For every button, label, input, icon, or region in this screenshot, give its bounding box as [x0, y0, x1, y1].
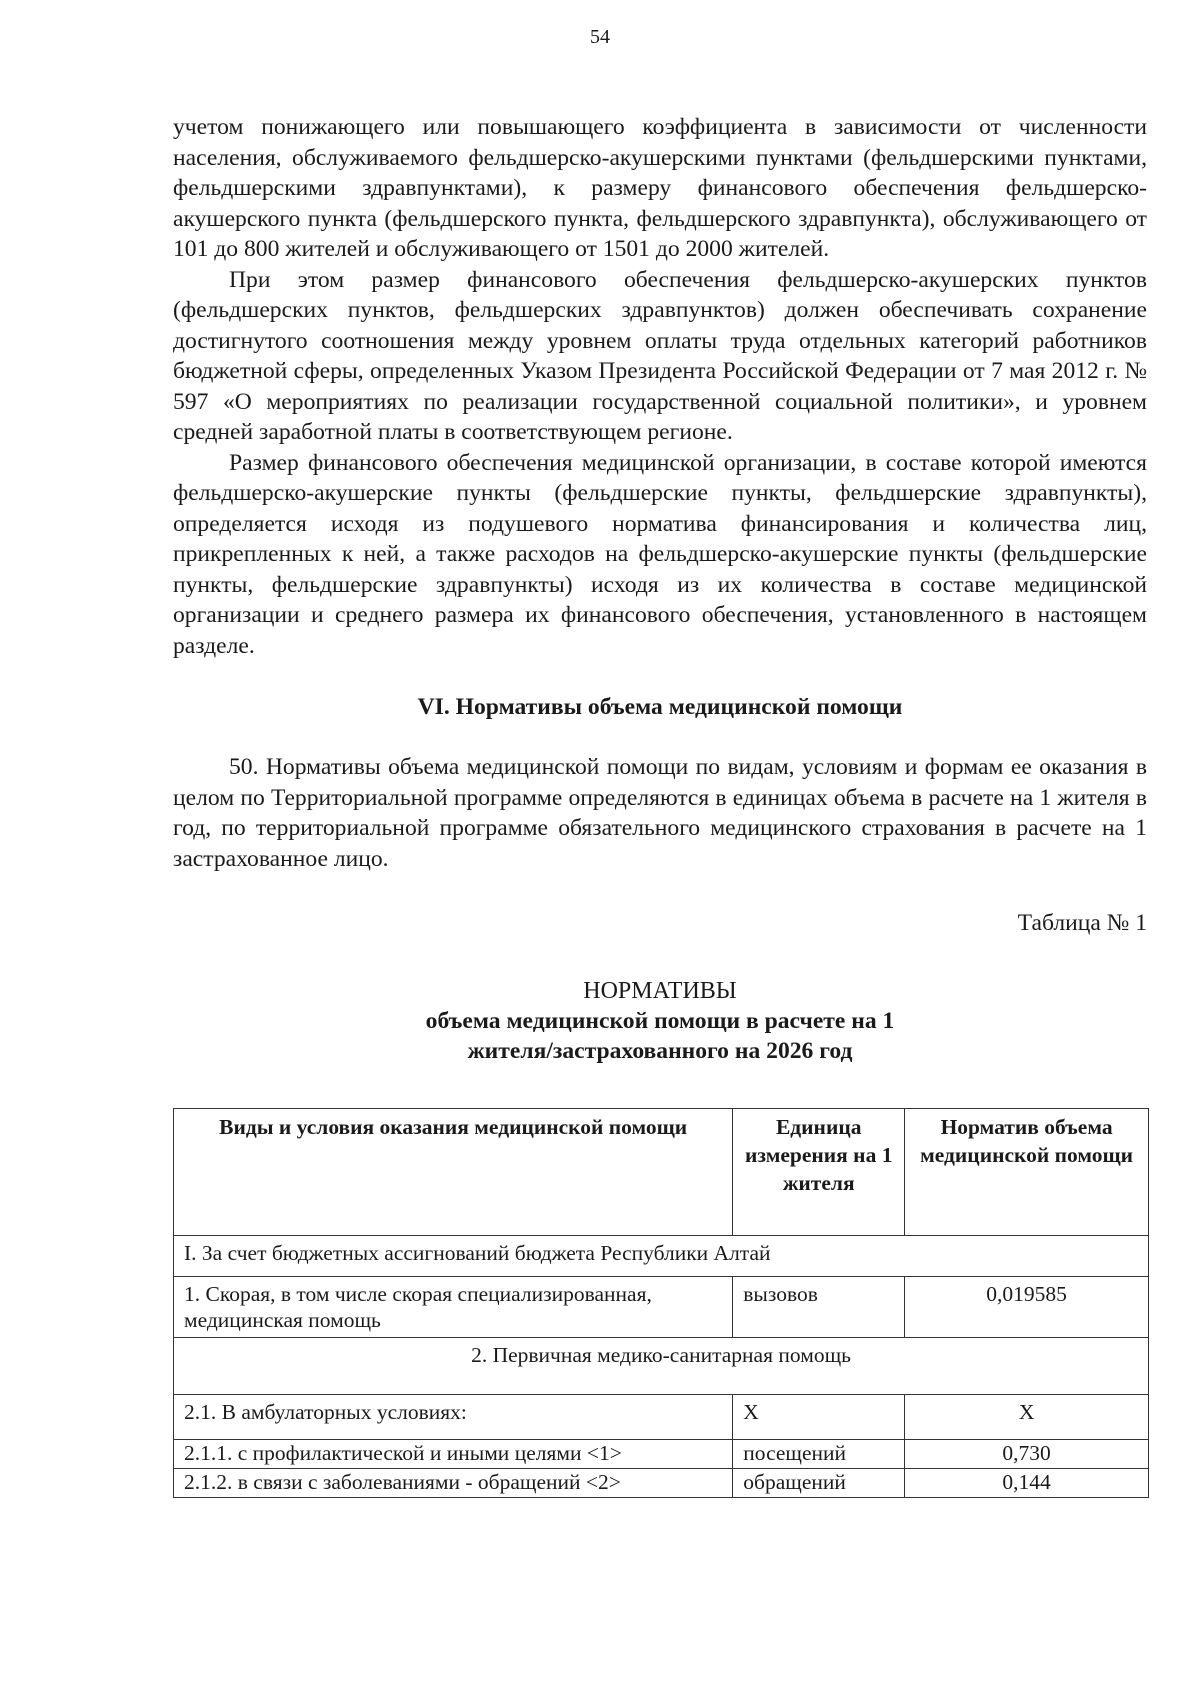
- table-row-budget-section: [174, 1236, 1149, 1277]
- preventive-unit: посещений: [733, 1440, 905, 1469]
- paragraph-organization-funding: Размер финансового обеспечения медицинской организации, в составе которой имеются фельдшерско-акушерские пункты (фельдшерские пункты, фельдшерские здравпункты), определяется исходя из подушевого норматива финансирования и количества лиц, прикрепленных к ней, а также расходов на фельдшерско-акушерские пункты (фельдшерские пункты, фельдшерские здравпункты) исходя из их количества в составе медицинской организации и среднего размера их финансового обеспечения, установленного в настоящем разделе.: [173, 449, 1147, 659]
- section-heading: VI. Нормативы объема медицинской помощи: [417, 694, 903, 720]
- table-label: Таблица № 1: [1017, 910, 1147, 936]
- header-unit: Единица измерения на 1 жителя: [733, 1109, 905, 1236]
- table-header-row: [174, 1109, 1149, 1236]
- table-title-sub: объема медицинской помощи в расчете на 1 жителя/застрахованного на 2026 год: [425, 1008, 895, 1064]
- table-row-primary-care: [174, 1338, 1149, 1395]
- table-row-outpatient: [174, 1395, 1149, 1440]
- budget-section-cell: I. За счет бюджетных ассигнований бюджета Республики Алтай: [174, 1236, 1149, 1277]
- table-title: [173, 976, 1147, 1066]
- preventive-value: 0,730: [905, 1440, 1149, 1469]
- table-row-disease: [174, 1469, 1149, 1498]
- table-title-main: НОРМАТИВЫ: [583, 978, 737, 1004]
- ambulance-unit: вызовов: [733, 1277, 905, 1338]
- outpatient-value: Х: [905, 1395, 1149, 1440]
- ambulance-value: 0,019585: [905, 1277, 1149, 1338]
- preventive-name: 2.1.1. с профилактической и иными целями <1>: [174, 1440, 733, 1469]
- table-row-preventive: [174, 1440, 1149, 1469]
- paragraph-continuation: учетом понижающего или повышающего коэффициента в зависимости от численности населения, обслуживаемого фельдшерско-акушерскими пунктами (фельдшерскими пунктами, фельдшерскими здравпунктами), к размеру финансового обеспечения фельдшерско-акушерского пункта (фельдшерского пункта, фельдшерского здравпункта), обслуживающего от 101 до 800 жителей и обслуживающего от 1501 до 2000 жителей.: [173, 114, 1147, 262]
- header-norm: Норматив объема медицинской помощи: [905, 1109, 1149, 1236]
- disease-value: 0,144: [905, 1469, 1149, 1498]
- table-row-ambulance: [174, 1277, 1149, 1338]
- disease-name: 2.1.2. в связи с заболеваниями - обращений <2>: [174, 1469, 733, 1498]
- paragraph-50: 50. Нормативы объема медицинской помощи по видам, условиям и формам ее оказания в целом по Территориальной программе определяются в единицах объема в расчете на 1 жителя в год, по территориальной программе обязательного медицинского страхования в расчете на 1 застрахованное лицо.: [173, 754, 1147, 872]
- primary-care-cell: 2. Первичная медико-санитарная помощь: [174, 1338, 1149, 1395]
- document-body: [173, 112, 1147, 1498]
- norms-table: [173, 1108, 1149, 1498]
- ambulance-name: 1. Скорая, в том числе скорая специализированная, медицинская помощь: [174, 1277, 733, 1338]
- outpatient-unit: Х: [733, 1395, 905, 1440]
- page-number: 54: [590, 26, 610, 48]
- disease-unit: обращений: [733, 1469, 905, 1498]
- paragraph-fap-funding: При этом размер финансового обеспечения фельдшерско-акушерских пунктов (фельдшерских пунктов, фельдшерских здравпунктов) должен обеспечивать сохранение достигнутого соотношения между уровнем оплаты труда отдельных категорий работников бюджетной сферы, определенных Указом Президента Российской Федерации от 7 мая 2012 г. № 597 «О мероприятиях по реализации государственной социальной политики», и уровнем средней заработной платы в соответствующем регионе.: [173, 266, 1147, 445]
- header-type: Виды и условия оказания медицинской помощи: [174, 1109, 733, 1236]
- outpatient-name: 2.1. В амбулаторных условиях:: [174, 1395, 733, 1440]
